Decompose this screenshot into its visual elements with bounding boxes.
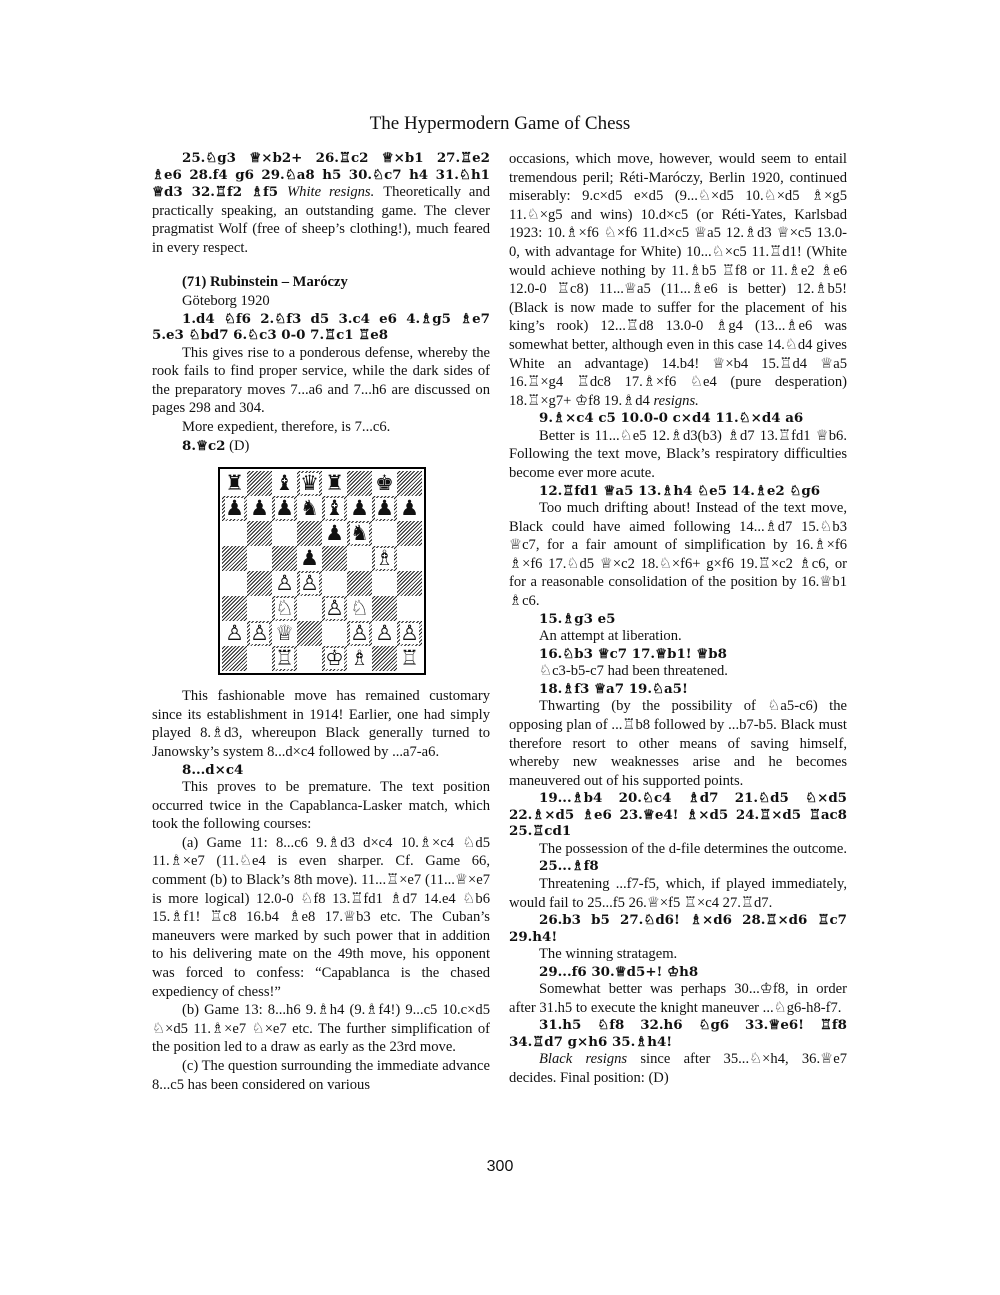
move-8-line: 8.♕c2 (D) [182, 437, 250, 454]
board-square [297, 521, 322, 546]
board-square [247, 471, 272, 496]
board-square [247, 621, 272, 646]
moves-12-14: 12.♖fd1 ♕a5 13.♗h4 ♘e5 14.♗e2 ♘g6 [539, 482, 821, 499]
left-column [152, 150, 490, 1094]
comment-paragraph: occasions, which move, however, would seem to entail tremendous peril; Réti-Maróczy, Berlin 1920, continued miserably: 9.c×d5 e×d5 (9...♘×d5 10.♘×d5 ♗×g5 11.♘×g5 and wins) 10.d×c5 (or Réti-Yates, Karlsbad 1923: 10.♗×f6 ♘×f6 11.d×c5 ♕a5 12.♗d3 ♕×c5 13.0-0, with advantage for White) 10...♘×c5 11.♖d1! (White would achieve nothing by 11.♗b5 ♖f8 or 11.♗e2 ♗e6 12.0-0 ♖c8) 11...♕a5 (11...♗e6 is better) 12.♗b5! (Black is now made to suffer for the placement of his king’s rook) 12...♖d8 13.0-0 ♗g4 (13...♗e6 was somewhat better, although even in this case 14.♘d4 gives White an advantage) 14.b4! ♕×b4 15.♖d4 ♕a5 16.♖×g4 ♖dc8 17.♗×f6 ♘e4 (pure desperation) 18.♖×g7+ ♔f8 19.♗d4 resigns. [509, 151, 847, 409]
board-square [372, 621, 397, 646]
board-square [247, 646, 272, 671]
chess-diagram [218, 467, 426, 675]
chess-piece: ♖ [275, 646, 294, 671]
board-square [347, 571, 372, 596]
chess-piece: ♟ [375, 496, 394, 521]
board-square [347, 621, 372, 646]
chess-piece: ♟ [350, 496, 369, 521]
board-square [222, 621, 247, 646]
comment-paragraph: (c) The question surrounding the immediate advance 8...c5 has been considered on various [152, 1057, 490, 1093]
board-square [297, 546, 322, 571]
board-square [397, 546, 422, 571]
comment-paragraph: Black resigns since after 35...♘×h4, 36.♕e7 decides. Final position: (D) [509, 1051, 847, 1086]
comment-paragraph: The winning stratagem. [539, 946, 678, 963]
chess-piece: ♞ [300, 496, 319, 521]
moves-31-35: 31.h5 ♘f8 32.h6 ♘g6 33.♕e6! ♖f8 34.♖d7 g×h6 35.♗h4! [509, 1017, 847, 1050]
chess-piece: ♛ [300, 471, 319, 496]
board-square [272, 521, 297, 546]
board-square [322, 646, 347, 671]
chess-piece: ♟ [300, 546, 319, 571]
board-square [272, 621, 297, 646]
board-square [372, 596, 397, 621]
comment-paragraph: Thwarting (by the possibility of ♘a5-c6) the opposing plan of ...♖b8 followed by ...b7-b5. Black must therefore resort to other means of saving himself, whereby new weaknesses arise and he becomes maneuvered out of his supported points. [509, 698, 847, 789]
chess-piece: ♚ [375, 471, 394, 496]
board-square [397, 471, 422, 496]
board-square [297, 596, 322, 621]
chess-piece: ♟ [225, 496, 244, 521]
board-square [247, 546, 272, 571]
chess-piece: ♜ [325, 471, 344, 496]
chess-piece: ♗ [375, 546, 394, 571]
game-place: Göteborg 1920 [182, 292, 270, 309]
board-square [347, 596, 372, 621]
chess-piece: ♝ [325, 496, 344, 521]
board-square [272, 496, 297, 521]
board-square [397, 571, 422, 596]
comment-paragraph: This proves to be premature. The text position occurred twice in the Capablanca-Lasker match, which took the following courses: [152, 779, 490, 833]
chess-piece: ♖ [400, 646, 419, 671]
chess-piece: ♙ [250, 621, 269, 646]
board-square [372, 646, 397, 671]
chess-piece: ♗ [350, 646, 369, 671]
chess-piece: ♟ [400, 496, 419, 521]
board-square [397, 621, 422, 646]
chess-piece: ♘ [275, 596, 294, 621]
chess-piece: ♟ [250, 496, 269, 521]
board-square [247, 596, 272, 621]
board-square [297, 621, 322, 646]
moves-26-29: 26.b3 b5 27.♘d6! ♗×d6 28.♖×d6 ♖c7 29.h4! [509, 912, 847, 945]
chess-piece: ♟ [325, 521, 344, 546]
comment-paragraph: Better is 11...♘e5 12.♗d3(b3) ♗d7 13.♖fd1 ♕b6. Following the text move, Black’s respiratory difficulties become ever more acute. [509, 427, 847, 481]
board-square [397, 646, 422, 671]
board-square [247, 496, 272, 521]
chess-piece: ♔ [325, 646, 344, 671]
comment-paragraph: Too much drifting about! Instead of the text move, Black could have aimed following 14...♗d7 15.♘b3 ♕c7, for a fair amount of simplification by 16.♗×f6 ♗×f6 17.♘d5 ♕×c2 18.♘×f6+ g×f6 19.♖×c2 ♗c6, or for a reasonable consolidation of the position by 16.♕b1 ♗c6. [509, 500, 847, 610]
board-square [397, 596, 422, 621]
moves-18-19: 18.♗f3 ♕a7 19.♘a5! [539, 680, 688, 697]
chess-piece: ♙ [350, 621, 369, 646]
board-square [322, 521, 347, 546]
comment-paragraph: This fashionable move has remained customary since its establishment in 1914! Earlier, one had simply played 8.♗d3, whereupon Black generally turned to Janowsky’s system 8...d×c4 followed by ...a7-a6. [152, 688, 490, 760]
board-square [297, 496, 322, 521]
moves-16-17: 16.♘b3 ♕c7 17.♕b1! ♕b8 [539, 645, 727, 662]
board-square [272, 596, 297, 621]
moves-19-25: 19...♗b4 20.♘c4 ♗d7 21.♘d5 ♘×d5 22.♗×d5 ♗e6 23.♕e4! ♗×d5 24.♖×d5 ♖ac8 25.♖cd1 [509, 790, 847, 840]
board-square [222, 596, 247, 621]
board-square [297, 471, 322, 496]
chess-piece: ♙ [300, 571, 319, 596]
chess-piece: ♙ [375, 621, 394, 646]
board-square [322, 546, 347, 571]
board-square [397, 521, 422, 546]
board-square [372, 496, 397, 521]
board-square [322, 596, 347, 621]
running-header: The Hypermodern Game of Chess [369, 113, 631, 134]
board-square [247, 571, 272, 596]
board-square [372, 521, 397, 546]
board-square [222, 521, 247, 546]
board-square [272, 646, 297, 671]
moves-25-32: 25.♘g3 ♕×b2+ 26.♖c2 ♕×b1 27.♖e2 ♗e6 28.f4 g6 29.♘a8 h5 30.♘c7 h4 31.♘h1 ♕d3 32.♖f2 ♗f5 White resigns. Theoretically and practically speaking, an outstanding game. The clever pragmatist Wolf (free of sheep’s clothing!), much feared in every respect. [152, 150, 490, 256]
moves-29-30: 29...f6 30.♕d5+! ♔h8 [539, 963, 699, 980]
board-square [272, 571, 297, 596]
board-square [322, 621, 347, 646]
comment-paragraph: (a) Game 11: 8...c6 9.♗d3 d×c4 10.♗×c4 ♘d5 11.♗×e7 (11.♘e4 is even sharper. Cf. Game 66, comment (b) to Black’s 8th move). 11...♖×e7 (11...♕×e7 is more logical) 12.0-0 ♘f8 13.♖fd1 ♗d7 14.e4 ♘b6 15.♗f1! ♖c8 16.b4 ♗e8 17.♕b3 etc. The Cuban’s maneuvers were marked by such power that in addition to his delivering mate on the 49th move, his opponent was forced to confess: “Capablanca is the chased expediency of chess!” [152, 834, 490, 1000]
comment-paragraph: The possession of the d-file determines the outcome. [539, 840, 848, 857]
board-square [347, 496, 372, 521]
chess-piece: ♙ [400, 621, 419, 646]
comment-paragraph: ♘c3-b5-c7 had been threatened. [539, 663, 728, 680]
comment-paragraph: This gives rise to a ponderous defense, whereby the rook fails to find proper service, while the dark sides of the preparatory moves 7...a6 and 7...h6 are discussed on pages 298 and 304. [152, 344, 490, 417]
board-square [347, 521, 372, 546]
board-square [297, 571, 322, 596]
chess-piece: ♝ [275, 471, 294, 496]
comment-paragraph: More expedient, therefore, is 7...c6. [182, 418, 391, 435]
board-square [322, 496, 347, 521]
chess-piece: ♙ [325, 596, 344, 621]
board-square [347, 646, 372, 671]
board-square [372, 546, 397, 571]
board-square [322, 571, 347, 596]
chess-piece: ♜ [225, 471, 244, 496]
move-8-black: 8...d×c4 [182, 761, 244, 778]
chess-piece: ♙ [275, 571, 294, 596]
move-15: 15.♗g3 e5 [539, 610, 616, 627]
move-25: 25...♗f8 [539, 858, 599, 875]
board-square [272, 471, 297, 496]
board-square [272, 546, 297, 571]
comment-paragraph: Threatening ...f7-f5, which, if played immediately, would fail to 25...f5 26.♕×f5 ♖×c4 27.♖d7. [509, 875, 847, 911]
board-square [222, 546, 247, 571]
chess-piece: ♘ [350, 596, 369, 621]
game-heading: (71) Rubinstein – Maróczy [182, 274, 348, 291]
board-square [322, 471, 347, 496]
moves-1-7: 1.d4 ♘f6 2.♘f3 d5 3.c4 e6 4.♗g5 ♗e7 5.e3 ♘bd7 6.♘c3 0-0 7.♖c1 ♖e8 [152, 310, 490, 344]
chess-piece: ♟ [275, 496, 294, 521]
chess-piece: ♙ [225, 621, 244, 646]
chess-piece: ♞ [350, 521, 369, 546]
board-square [397, 496, 422, 521]
board-square [347, 471, 372, 496]
page-number: 300 [486, 1158, 514, 1175]
comment-paragraph: Somewhat better was perhaps 30...♔f8, in order after 31.h5 to execute the knight maneuver ...♘g6-h8-f7. [509, 981, 847, 1016]
right-column [509, 150, 847, 1088]
comment-paragraph: An attempt at liberation. [539, 628, 682, 645]
board-square [222, 471, 247, 496]
board-square [222, 571, 247, 596]
board-square [247, 521, 272, 546]
board-square [222, 646, 247, 671]
chess-piece: ♕ [275, 621, 294, 646]
board-square [372, 471, 397, 496]
board-square [372, 571, 397, 596]
board-square [297, 646, 322, 671]
board-square [347, 546, 372, 571]
comment-paragraph: (b) Game 13: 8...h6 9.♗h4 (9.♗f4!) 9...c5 10.c×d5 ♘×d5 11.♗×e7 ♘×e7 etc. The further simplification of the position led to a draw as early as the 23rd move. [152, 1002, 490, 1056]
moves-9-11: 9.♗×c4 c5 10.0-0 c×d4 11.♘×d4 a6 [539, 410, 804, 427]
board-square [222, 496, 247, 521]
